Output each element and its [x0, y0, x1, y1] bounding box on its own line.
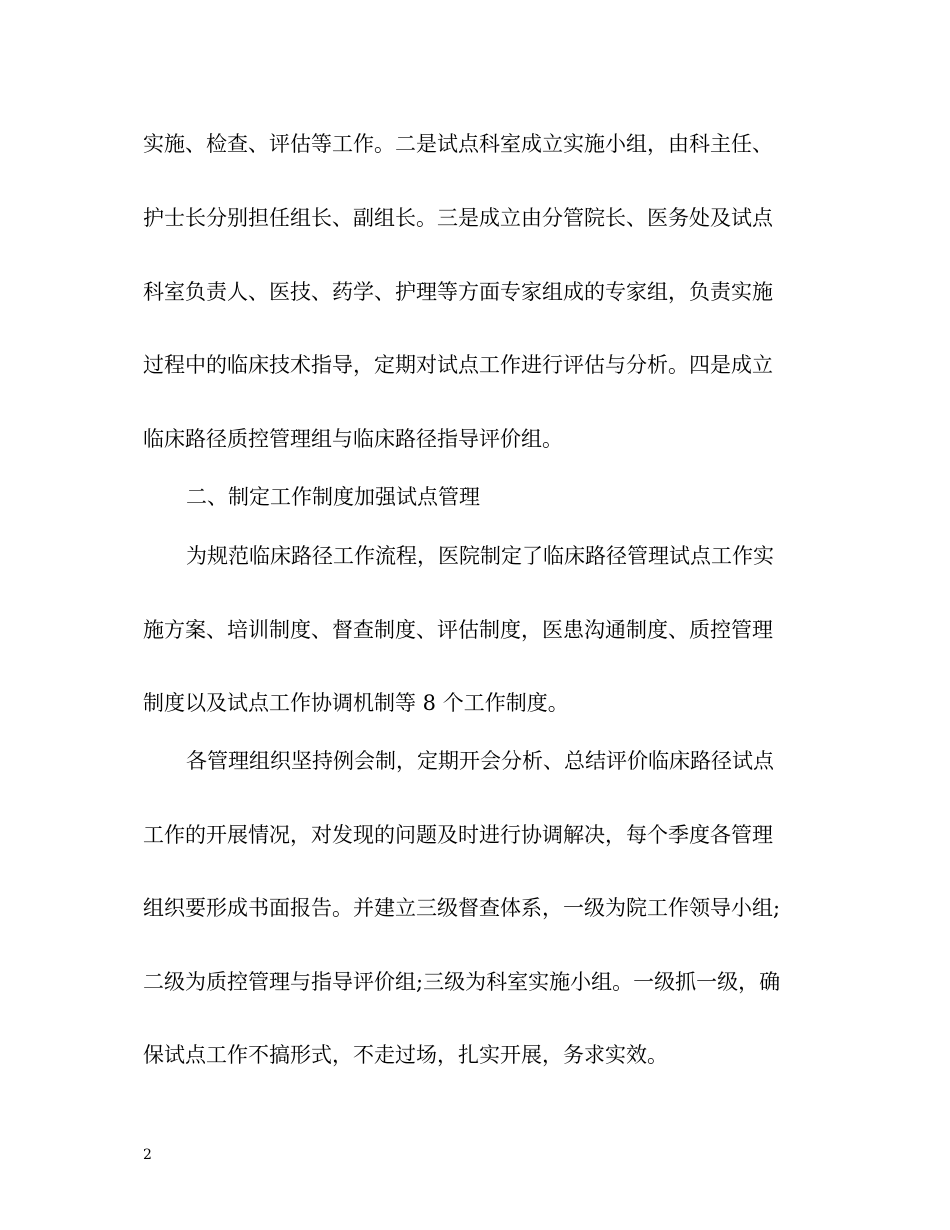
- text-line-2: 护士长分别担任组长、副组长。三是成立由分管院长、医务处及试点: [143, 206, 773, 230]
- text-line-9: 制度以及试点工作协调机制等 8 个工作制度。: [143, 691, 569, 715]
- text-line-1: 实施、检查、评估等工作。二是试点科室成立实施小组，由科主任、: [143, 132, 773, 156]
- section-heading: 二、制定工作制度加强试点管理: [186, 485, 480, 509]
- text-line-3: 科室负责人、医技、药学、护理等方面专家组成的专家组，负责实施: [143, 280, 773, 304]
- text-line-10: 各管理组织坚持例会制，定期开会分析、总结评价临床路径试点: [186, 749, 774, 773]
- text-line-7: 为规范临床路径工作流程，医院制定了临床路径管理试点工作实: [186, 544, 774, 568]
- text-line-13: 二级为质控管理与指导评价组;三级为科室实施小组。一级抓一级，确: [143, 970, 781, 994]
- text-line-4: 过程中的临床技术指导，定期对试点工作进行评估与分析。四是成立: [143, 353, 773, 377]
- text-line-14: 保试点工作不搞形式，不走过场，扎实开展，务求实效。: [143, 1043, 668, 1067]
- text-line-5: 临床路径质控管理组与临床路径指导评价组。: [143, 427, 563, 451]
- text-line-8: 施方案、培训制度、督查制度、评估制度，医患沟通制度、质控管理: [143, 618, 773, 642]
- text-line-11: 工作的开展情况，对发现的问题及时进行协调解决，每个季度各管理: [143, 823, 773, 847]
- page-number: 2: [143, 1147, 152, 1163]
- text-line-12: 组织要形成书面报告。并建立三级督查体系，一级为院工作领导小组;: [143, 896, 781, 920]
